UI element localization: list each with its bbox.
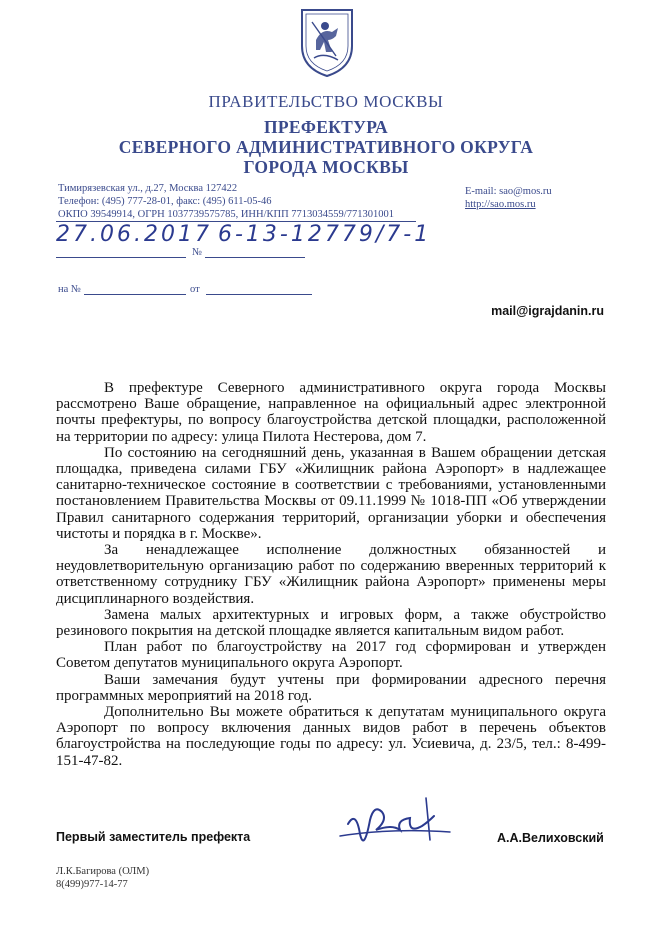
signatory-name: А.А.Велиховский — [497, 831, 604, 845]
district-title: СЕВЕРНОГО АДМИНИСТРАТИВНОГО ОКРУГА — [118, 137, 534, 157]
codes-line: ОКПО 39549914, ОГРН 1037739575785, ИНН/КПП 7713034559/771301001 — [58, 209, 394, 220]
number-line — [205, 256, 305, 258]
date-line — [56, 256, 186, 258]
contact-block-left — [58, 182, 394, 221]
contact-block-right — [465, 185, 552, 211]
government-name: ПРАВИТЕЛЬСТВО МОСКВЫ — [208, 92, 444, 111]
executor-name: Л.К.Багирова (ОЛМ) — [56, 866, 150, 877]
ref-number-label: на № — [58, 284, 81, 295]
handwritten-signature — [330, 790, 460, 860]
ref-from-line — [206, 293, 312, 295]
letter-body — [56, 380, 606, 769]
website-link[interactable]: http://sao.mos.ru — [465, 199, 536, 210]
address-line: Тимирязевская ул., д.27, Москва 127422 — [58, 183, 238, 194]
prefecture-title: ПРЕФЕКТУРА — [264, 117, 388, 137]
body-paragraph: План работ по благоустройству на 2017 год сформирован и утвержден Советом депутатов муниципального округа Аэропорт. — [56, 639, 606, 672]
ref-from-label: от — [190, 284, 200, 295]
body-paragraph: В префектуре Северного административного округа города Москвы рассмотрено Ваше обращение, направленное на официальный адрес электронной почты префектуры, по вопросу благоустройства детской площадки, расположенной на территории по адресу: улица Пилота Нестерова, дом 7. — [56, 380, 606, 445]
handwritten-date: 27.06.2017 — [56, 222, 212, 247]
moscow-coat-of-arms-emblem — [298, 6, 356, 78]
ref-number-line — [84, 293, 186, 295]
body-paragraph: За ненадлежащее исполнение должностных обязанностей и неудовлетворительную организацию работ по содержанию вверенных территорий к ответственному сотруднику ГБУ «Жилищник района Аэропорт» применены меры дисциплинарного воздействия. — [56, 542, 606, 607]
signatory-title: Первый заместитель префекта — [56, 830, 251, 844]
body-paragraph: Дополнительно Вы можете обратиться к депутатам муниципального округа Аэропорт по вопросу включения данных видов работ в перечень объектов благоустройства на последующие годы по адресу: ул. Усиевича, д. 23/5, тел.: 8-499-151-47-82. — [56, 704, 606, 769]
body-paragraph: По состоянию на сегодняшний день, указанная в Вашем обращении детская площадка, приведена силами ГБУ «Жилищник района Аэропорт» в надлежащее санитарно-техническое состояние в соответствии с требованиями, установленными постановлением Правительства Москвы от 09.11.1999 № 1018-ПП «Об утверждении Правил санитарного содержания территорий, организации уборки и обеспечения чистоты и порядка в г. Москве». — [56, 444, 606, 542]
city-title: ГОРОДА МОСКВЫ — [243, 157, 409, 177]
body-paragraph: Ваши замечания будут учтены при формировании адресного перечня программных мероприятий на 2018 год. — [56, 671, 606, 704]
body-paragraph: Замена малых архитектурных и игровых форм, а также обустройство резинового покрытия на детской площадке является капитальным видом работ. — [56, 606, 606, 640]
email-line: E-mail: sao@mos.ru — [465, 186, 552, 197]
handwritten-number: 6-13-12779/7-1 — [218, 222, 432, 247]
number-sign-label: № — [192, 247, 203, 258]
executor-phone: 8(499)977-14-77 — [56, 879, 128, 890]
recipient-address: mail@igrajdanin.ru — [491, 304, 604, 318]
phone-line: Телефон: (495) 777-28-01, факс: (495) 611-05-46 — [58, 196, 272, 207]
